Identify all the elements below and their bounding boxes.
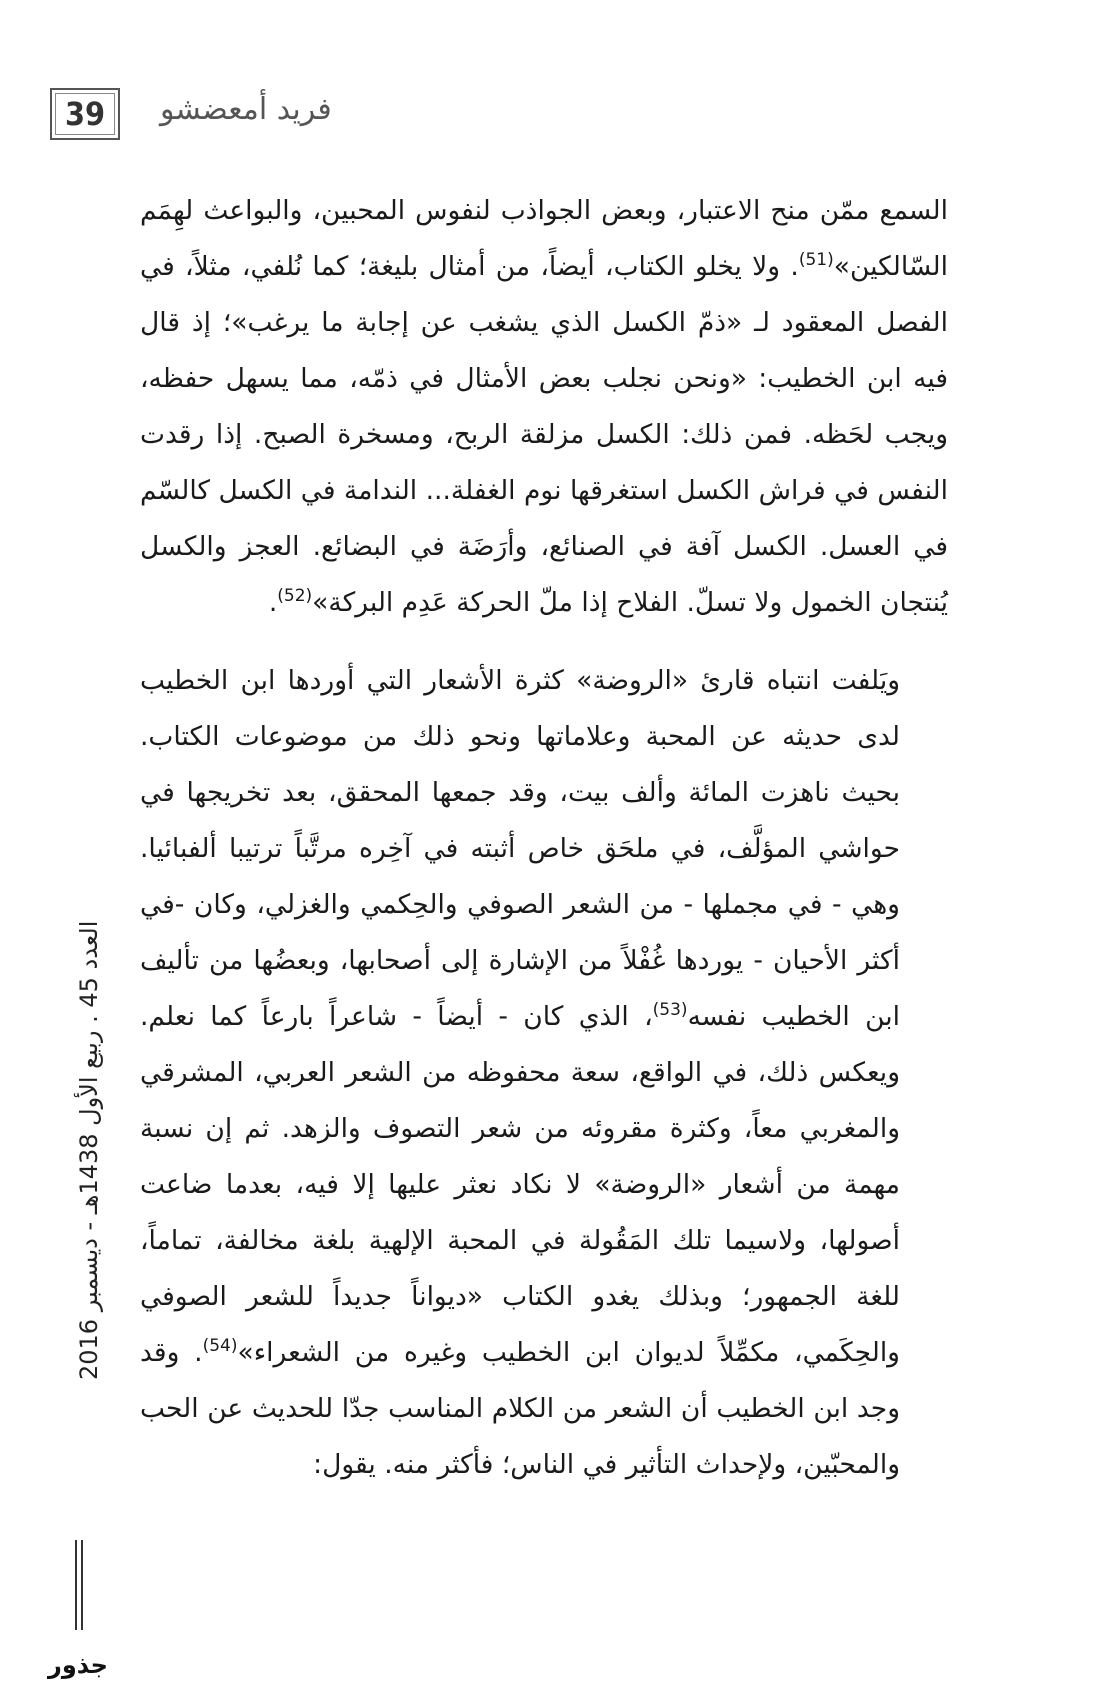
footnote-ref[interactable]: (54) bbox=[202, 1336, 238, 1357]
article-body bbox=[140, 183, 948, 1493]
issue-info-vertical: العدد 45 . ربيع الأول 1438هـ - ديسمبر 2016 bbox=[75, 920, 103, 1380]
text-line: ذمّه، مما يسهل حفظه، ويجب لحَظه. فمن ذلك: الكسل مزلقة الربح، bbox=[140, 363, 948, 450]
paragraph-2 bbox=[140, 653, 948, 1493]
text-line: والحِكَمي، مكمِّلاً لديوان ابن الخطيب وغيره من الشعراء» bbox=[237, 1337, 900, 1368]
text-line: بحيث ناهزت المائة وألف بيت، وقد جمعها المحقق، بعد تخريجها في bbox=[140, 777, 900, 808]
text-line: ما يرغب»؛ إذ قال فيه ابن الخطيب: «ونحن نجلب بعض الأمثال في bbox=[140, 307, 948, 394]
footnote-ref[interactable]: (51) bbox=[798, 250, 834, 271]
text-line: وهي - في مجملها - من الشعر الصوفي والحِكمي والغزلي، وكان bbox=[193, 889, 900, 920]
divider-rule bbox=[75, 1540, 77, 1630]
text-line: إن نسبة مهمة من أشعار «الروضة» لا نكاد نعثر عليها إلا فيه، بعدما bbox=[140, 1113, 900, 1200]
footnote-ref[interactable]: (53) bbox=[652, 1000, 688, 1021]
text-line: المشرقي والمغربي معاً، وكثرة مقروئه من شعر التصوف والزهد. ثم bbox=[140, 1057, 900, 1144]
text-line: -في أكثر الأحيان - يوردها غُفْلاً من الإشارة إلى أصحابها، وبعضُها bbox=[140, 889, 900, 976]
text-line: لهِمَم السّالكين» bbox=[140, 195, 948, 282]
text-line: ويَلفت انتباه قارئ «الروضة» كثرة الأشعار التي أوردها ابن الخطيب bbox=[140, 665, 900, 696]
text-line: السمع ممّن منح الاعتبار، وبعض الجواذب لنفوس المحبين، والبواعث bbox=[203, 195, 948, 226]
journal-logo: جذور bbox=[48, 1651, 108, 1679]
text-line: نُلفي، مثلاً، في الفصل المعقود لـ «ذمّ الكسل الذي يشغب عن إجابة bbox=[140, 251, 948, 338]
page-number: 39 bbox=[50, 88, 120, 140]
text-line: ، الذي كان - أيضاً - شاعراً بارعاً bbox=[261, 1001, 653, 1032]
text-line: تماماً، للغة الجمهور؛ وبذلك يغدو الكتاب «ديواناً جديداً للشعر الصوفي bbox=[140, 1225, 900, 1312]
text-line: . bbox=[268, 587, 278, 618]
paragraph-1 bbox=[140, 183, 948, 631]
text-line: وجد ابن الخطيب أن الشعر من الكلام المناسب جدّا للحديث عن bbox=[207, 1393, 900, 1424]
text-line: ملّ الحركة عَدِم البركة» bbox=[312, 587, 573, 618]
text-line: ضاعت أصولها، ولاسيما تلك المَقُولة في المحبة الإلهية بلغة مخالفة، bbox=[140, 1169, 900, 1256]
footnote-ref[interactable]: (52) bbox=[277, 586, 313, 607]
text-line: حواشي المؤلَّف، في ملحَق خاص أثبته في آخِره مرتَّباً ترتيبا ألفبائيا. bbox=[140, 833, 900, 864]
text-line: لدى حديثه عن المحبة وعلاماتها ونحو ذلك من موضوعات الكتاب. bbox=[140, 721, 900, 752]
text-line: وأرَضَة في البضائع. العجز والكسل يُنتجان الخمول ولا تسلّ. الفلاح إذا bbox=[140, 531, 948, 618]
divider-rule bbox=[81, 1540, 83, 1630]
text-line: كما نعلم. ويعكس ذلك، في الواقع، سعة محفوظه من الشعر العربي، bbox=[140, 1001, 900, 1088]
text-line: من تأليف ابن الخطيب نفسه bbox=[140, 945, 900, 1032]
text-line: الحب والمحبّين، ولإحداث التأثير في الناس؛ فأكثر منه. يقول: bbox=[140, 1393, 900, 1480]
text-line: ومسخرة الصبح. إذا رقدت النفس في فراش الكسل استغرقها نوم bbox=[140, 419, 948, 506]
text-line: . وقد bbox=[140, 1337, 203, 1368]
text-line: . ولا يخلو الكتاب، أيضاً، من أمثال بليغة؛ كما bbox=[312, 251, 799, 282]
text-line: الغفلة... الندامة في الكسل كالسّم في العسل. الكسل آفة في الصنائع، bbox=[140, 475, 948, 562]
running-header-author: فريد أمعضشو bbox=[160, 92, 332, 127]
